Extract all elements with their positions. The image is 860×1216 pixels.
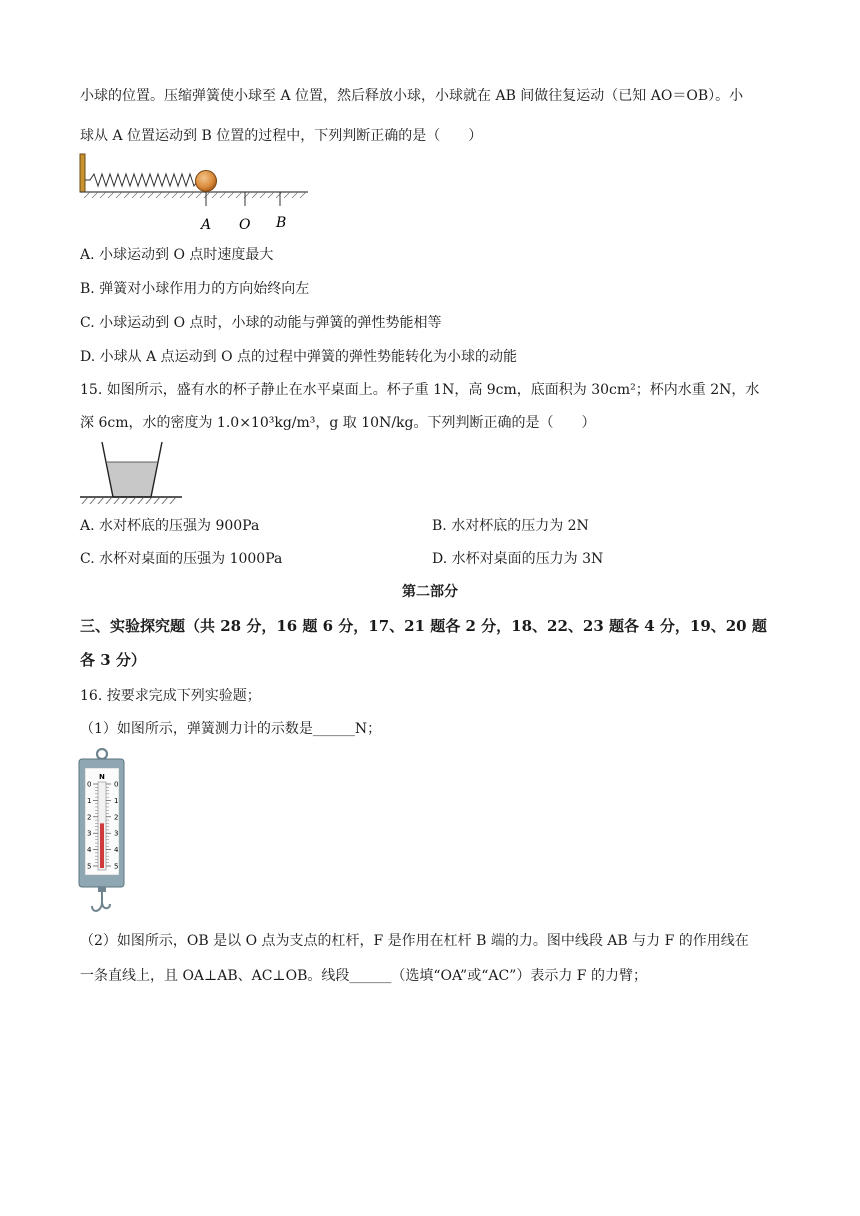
- label-a: A: [201, 217, 212, 233]
- tick-label-right-1: 1: [114, 796, 119, 805]
- q14-option-c: C. 小球运动到 O 点时，小球的动能与弹簧的弹性势能相等: [80, 315, 442, 331]
- hook: [92, 892, 110, 911]
- q14-option-a: A. 小球运动到 O 点时速度最大: [80, 247, 274, 263]
- q15-stem-line-1: 15. 如图所示，盛有水的杯子静止在水平桌面上。杯子重 1N，高 9cm，底面积为 30cm²；杯内水重 2N，水: [80, 382, 760, 398]
- spring: [85, 174, 205, 186]
- q15-option-a: A. 水对杯底的压强为 900Pa: [80, 518, 260, 534]
- q16-sub-2-line-1: （2）如图所示，OB 是以 O 点为支点的杠杆，F 是作用在杠杆 B 端的力。图中线段 AB 与力 F 的作用线在: [80, 933, 749, 949]
- tick-label-right-3: 3: [114, 829, 119, 838]
- q14-option-d: D. 小球从 A 点运动到 O 点的过程中弹簧的弹性势能转化为小球的动能: [80, 349, 518, 365]
- tick-label-left-3: 3: [87, 829, 92, 838]
- unit-label: N: [99, 773, 105, 781]
- top-ring: [97, 749, 107, 759]
- hook-neck: [98, 887, 106, 892]
- q15-option-d: D. 水杯对桌面的压力为 3N: [432, 551, 604, 567]
- water: [107, 462, 157, 497]
- table-hatching: [82, 497, 176, 504]
- tick-label-left-2: 2: [87, 813, 92, 822]
- tick-label-left-4: 4: [87, 846, 92, 855]
- ball: [196, 171, 217, 192]
- cup-figure: [78, 438, 186, 508]
- tick-label-right-2: 2: [114, 813, 119, 822]
- q14-option-b: B. 弹簧对小球作用力的方向始终向左: [80, 281, 310, 297]
- wall: [80, 154, 85, 192]
- tick-label-left-5: 5: [87, 862, 92, 871]
- q15-stem-line-2: 深 6cm，水的密度为 1.0×10³kg/m³，g 取 10N/kg。下列判断正确的是（ ）: [80, 415, 596, 431]
- q16-sub-1: （1）如图所示，弹簧测力计的示数是______N；: [80, 721, 382, 737]
- tick-label-right-4: 4: [114, 846, 119, 855]
- tick-label-right-0: 0: [114, 780, 119, 789]
- tick-label-left-0: 0: [87, 780, 92, 789]
- q16-intro: 16. 按要求完成下列实验题；: [80, 688, 261, 704]
- q15-option-b: B. 水对杯底的压力为 2N: [432, 518, 589, 534]
- q15-option-c: C. 水杯对桌面的压强为 1000Pa: [80, 551, 283, 567]
- label-o: O: [239, 217, 251, 233]
- spring-ball-figure: [76, 150, 316, 236]
- label-b: B: [276, 215, 287, 231]
- tick-label-right-5: 5: [114, 862, 119, 871]
- part-title: 第二部分: [402, 584, 458, 600]
- q16-sub-2-line-2: 一条直线上，且 OA⊥AB、AC⊥OB。线段______（选填“OA”或“AC”）表示力 F 的力臂；: [80, 968, 647, 984]
- section-heading-line-2: 各 3 分）: [80, 651, 146, 669]
- indicator-fill: [100, 823, 104, 868]
- tick-label-left-1: 1: [87, 796, 92, 805]
- ground-hatching: [84, 192, 306, 198]
- q14-stem-line-1: 小球的位置。压缩弹簧使小球至 A 位置，然后释放小球，小球就在 AB 间做往复运动（已知 AO＝OB）。小: [80, 88, 744, 104]
- q14-stem-line-2: 球从 A 位置运动到 B 位置的过程中，下列判断正确的是（ ）: [80, 128, 483, 144]
- spring-scale-figure: [78, 748, 126, 920]
- section-heading-line-1: 三、实验探究题（共 28 分，16 题 6 分，17、21 题各 2 分，18、22、23 题各 4 分，19、20 题: [80, 617, 767, 635]
